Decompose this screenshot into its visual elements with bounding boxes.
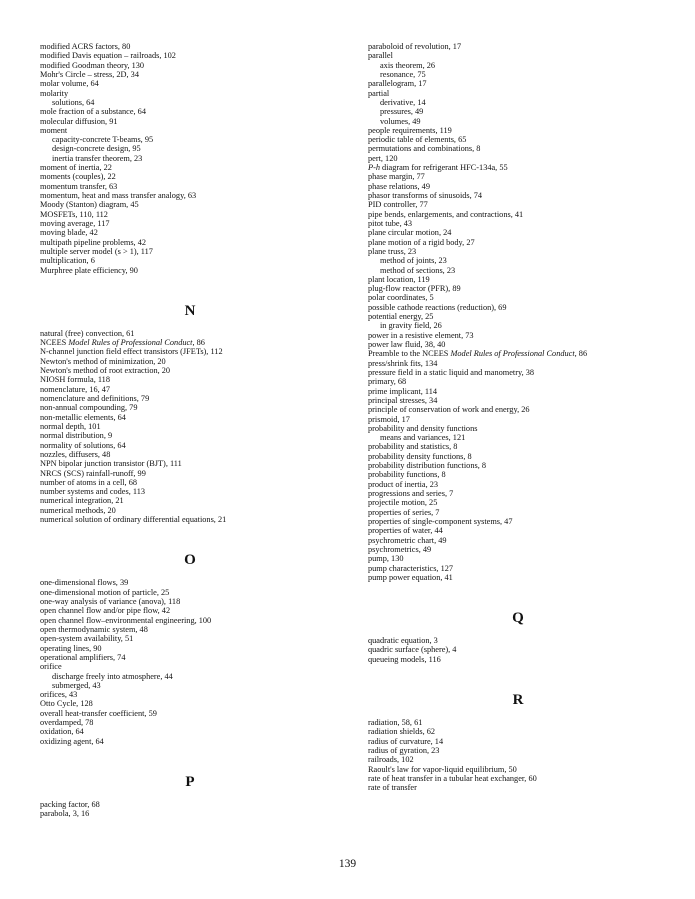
- entry-text: normal distribution, 9: [40, 431, 113, 441]
- index-entry: [40, 385, 340, 394]
- entry-text: MOSFETs, 110, 112: [40, 209, 108, 219]
- index-entry: [368, 154, 668, 163]
- index-entry: [368, 284, 668, 293]
- entry-text: potential energy, 25: [368, 312, 434, 322]
- entry-text: oxidizing agent, 64: [40, 736, 104, 746]
- entry-text: modified Goodman theory, 130: [40, 60, 145, 70]
- entry-text: queueing models, 116: [368, 654, 441, 664]
- entry-text: NIOSH formula, 118: [40, 375, 110, 385]
- section-gap: [40, 524, 340, 544]
- index-entry: [368, 508, 668, 517]
- index-entry: [40, 597, 340, 606]
- index-entry: [40, 256, 340, 265]
- entry-text: nomenclature, 16, 47: [40, 384, 111, 394]
- index-entry: [368, 359, 668, 368]
- entry-text: press/shrink fits, 134: [368, 358, 438, 368]
- entry-text: derivative, 14: [380, 97, 426, 107]
- entry-text: means and variances, 121: [380, 433, 466, 443]
- index-entry: [368, 746, 668, 755]
- index-entry: [368, 219, 668, 228]
- index-entry: [40, 42, 340, 51]
- entry-text: properties of single-component systems, 47: [368, 516, 513, 526]
- entry-text: projectile motion, 25: [368, 498, 438, 508]
- entry-text: pressure field in a static liquid and manometry, 38: [368, 367, 535, 377]
- entry-text: number systems and codes, 113: [40, 487, 145, 497]
- index-entry: [368, 89, 668, 98]
- index-entry: [368, 645, 668, 654]
- entry-text: multiplication, 6: [40, 256, 95, 266]
- section-gap: [40, 746, 340, 766]
- index-entry: [40, 422, 340, 431]
- entry-text: parabola, 3, 16: [40, 809, 90, 819]
- entry-text: radius of curvature, 14: [368, 736, 444, 746]
- index-entry: [40, 718, 340, 727]
- entry-italic-text: Model Rules of Professional Conduct: [450, 349, 575, 359]
- index-entry: [40, 375, 340, 384]
- entry-text: prime implicant, 114: [368, 386, 438, 396]
- index-entry: [40, 727, 340, 736]
- entry-text: modified ACRS factors, 80: [40, 42, 131, 51]
- entry-text: one-dimensional flows, 39: [40, 578, 129, 588]
- index-entry: [368, 405, 668, 414]
- entry-text: pitot tube, 43: [368, 218, 413, 228]
- index-subentry: [40, 98, 340, 107]
- entry-text: orifices, 43: [40, 690, 78, 700]
- index-entry: [368, 144, 668, 153]
- entry-text: design-concrete design, 95: [52, 144, 141, 154]
- entry-text: permutations and combinations, 8: [368, 144, 481, 154]
- entry-text: pressures, 49: [380, 107, 424, 117]
- index-entry: [40, 431, 340, 440]
- index-entry: [368, 126, 668, 135]
- index-entry: [368, 452, 668, 461]
- entry-text: resonance, 75: [380, 69, 426, 79]
- index-entry: [368, 247, 668, 256]
- entry-text: probability and statistics, 8: [368, 442, 458, 452]
- index-entry: [368, 470, 668, 479]
- entry-text: pump, 130: [368, 554, 404, 564]
- entry-text: Newton's method of minimization, 20: [40, 356, 166, 366]
- index-entry: [40, 182, 340, 191]
- entry-text: pump power equation, 41: [368, 572, 453, 582]
- entry-text: molarity: [40, 88, 69, 98]
- entry-text: NRCS (SCS) rainfall-runoff, 99: [40, 468, 146, 478]
- entry-text: one-dimensional motion of particle, 25: [40, 587, 170, 597]
- index-entry: [40, 247, 340, 256]
- entry-text: moment: [40, 125, 68, 135]
- entry-text: quadratic equation, 3: [368, 636, 438, 646]
- index-subentry: [40, 144, 340, 153]
- entry-text: molar volume, 64: [40, 79, 99, 89]
- entry-text: rate of transfer: [368, 783, 417, 793]
- entry-text: molecular diffusion, 91: [40, 116, 118, 126]
- index-entry: [40, 200, 340, 209]
- index-subentry: [40, 681, 340, 690]
- section-letter-heading: R: [512, 692, 524, 709]
- index-entry: [368, 331, 668, 340]
- entry-text: operational amplifiers, 74: [40, 652, 126, 662]
- entry-text: periodic table of elements, 65: [368, 135, 467, 145]
- entry-text: Raoult's law for vapor-liquid equilibrium, 50: [368, 764, 517, 774]
- index-entry: [40, 403, 340, 412]
- entry-text: numerical integration, 21: [40, 496, 124, 506]
- entry-text: method of joints, 23: [380, 256, 447, 266]
- index-entry: [368, 275, 668, 284]
- entry-italic-text: Model Rules of Professional Conduct: [68, 338, 193, 348]
- entry-text: open thermodynamic system, 48: [40, 624, 148, 634]
- index-entry: [40, 737, 340, 746]
- entry-text: orifice: [40, 662, 62, 672]
- index-subentry: [368, 98, 668, 107]
- index-entry: [40, 107, 340, 116]
- index-subentry: [368, 256, 668, 265]
- entry-text: nomenclature and definitions, 79: [40, 394, 150, 403]
- entry-text: quadric surface (sphere), 4: [368, 645, 457, 655]
- index-subentry: [40, 135, 340, 144]
- index-entry: [368, 545, 668, 554]
- index-entry: [368, 774, 668, 783]
- entry-text: non-metallic elements, 64: [40, 412, 126, 422]
- entry-text: primary, 68: [368, 377, 407, 387]
- index-entry: [40, 238, 340, 247]
- index-entry: [40, 699, 340, 708]
- index-entry: [368, 200, 668, 209]
- entry-text: product of inertia, 23: [368, 479, 439, 489]
- entry-text: submerged, 43: [52, 680, 101, 690]
- index-entry: [40, 51, 340, 60]
- entry-text: momentum, heat and mass transfer analogy, 63: [40, 191, 197, 200]
- index-entry: [368, 727, 668, 736]
- entry-text: pipe bends, enlargements, and contractions, 41: [368, 209, 524, 219]
- index-subentry: [40, 672, 340, 681]
- entry-text: phase relations, 49: [368, 181, 430, 191]
- index-column-left: [40, 42, 340, 819]
- entry-text: plug-flow reactor (PFR), 89: [368, 284, 461, 294]
- index-entry: [40, 450, 340, 459]
- entry-text: pump characteristics, 127: [368, 563, 454, 573]
- entry-text: radiation, 58, 61: [368, 718, 423, 728]
- index-entry: [368, 424, 668, 433]
- entry-text: Mohr's Circle – stress, 2D, 34: [40, 69, 139, 79]
- index-entry: [368, 536, 668, 545]
- entry-text: discharge freely into atmosphere, 44: [52, 671, 173, 681]
- entry-text: packing factor, 68: [40, 800, 100, 809]
- index-entry: [40, 578, 340, 587]
- entry-text: non-annual compounding, 79: [40, 403, 138, 413]
- entry-text: PID controller, 77: [368, 200, 428, 210]
- section-gap: [368, 582, 668, 602]
- entry-text: capacity-concrete T-beams, 95: [52, 135, 154, 145]
- index-entry: [368, 461, 668, 470]
- entry-text: moments (couples), 22: [40, 172, 116, 182]
- entry-text: parallelogram, 17: [368, 79, 427, 89]
- index-entry: [40, 496, 340, 505]
- entry-text: phase margin, 77: [368, 172, 425, 182]
- index-entry: [40, 606, 340, 615]
- index-entry: [40, 228, 340, 237]
- entry-text: rate of heat transfer in a tubular heat exchanger, 60: [368, 773, 537, 783]
- index-entry: [368, 755, 668, 764]
- index-entry: [368, 442, 668, 451]
- entry-text: oxidation, 64: [40, 727, 84, 737]
- index-subentry: [368, 117, 668, 126]
- entry-text: diagram for refrigerant HFC-134a, 55: [379, 163, 508, 173]
- entry-text: parallel: [368, 51, 393, 61]
- entry-text: , 86: [192, 338, 205, 348]
- entry-text: power in a resistive element, 73: [368, 330, 474, 340]
- index-entry: [368, 51, 668, 60]
- index-entry: [40, 800, 340, 809]
- section-letter-heading: Q: [512, 610, 524, 627]
- index-entry: [368, 718, 668, 727]
- index-entry: [368, 182, 668, 191]
- entry-text: open-system availability, 51: [40, 634, 134, 644]
- index-entry: [40, 219, 340, 228]
- entry-text: Newton's method of root extraction, 20: [40, 366, 171, 376]
- entry-text: overdamped, 78: [40, 718, 94, 728]
- entry-text: number of atoms in a cell, 68: [40, 477, 138, 487]
- index-subentry: [368, 107, 668, 116]
- entry-text: partial: [368, 88, 390, 98]
- entry-text: probability distribution functions, 8: [368, 461, 486, 471]
- index-entry: [40, 625, 340, 634]
- index-entry: [368, 517, 668, 526]
- page-number: 139: [338, 858, 357, 870]
- index-subentry: [368, 433, 668, 442]
- index-subentry: [368, 266, 668, 275]
- entry-text: plant location, 119: [368, 274, 430, 284]
- index-entry: [368, 340, 668, 349]
- index-subentry: [368, 61, 668, 70]
- index-entry: [368, 79, 668, 88]
- index-entry: [368, 655, 668, 664]
- index-entry: [40, 809, 340, 818]
- entry-text: multiple server model (s > 1), 117: [40, 246, 153, 256]
- index-entry: [40, 413, 340, 422]
- entry-text: moment of inertia, 22: [40, 163, 112, 173]
- entry-text: prismoid, 17: [368, 414, 410, 424]
- index-entry: [368, 293, 668, 302]
- entry-text: pert, 120: [368, 153, 398, 163]
- entry-text: principal stresses, 34: [368, 395, 438, 405]
- index-entry: [40, 478, 340, 487]
- entry-text: radius of gyration, 23: [368, 746, 440, 755]
- index-entry: [368, 396, 668, 405]
- entry-text: paraboloid of revolution, 17: [368, 42, 462, 51]
- index-entry: [40, 329, 340, 338]
- entry-text: probability and density functions: [368, 423, 478, 433]
- entry-text: principle of conservation of work and energy, 26: [368, 405, 530, 415]
- index-entry: [40, 338, 340, 347]
- index-entry: [368, 765, 668, 774]
- entry-text: probability functions, 8: [368, 470, 446, 480]
- index-entry: [368, 636, 668, 645]
- entry-text: natural (free) convection, 61: [40, 328, 135, 338]
- section-gap: [368, 664, 668, 684]
- entry-text: momentum transfer, 63: [40, 181, 118, 191]
- entry-text: numerical methods, 20: [40, 505, 116, 515]
- entry-text: open channel flow and/or pipe flow, 42: [40, 606, 171, 616]
- index-entry: [40, 163, 340, 172]
- index-entry: [40, 662, 340, 671]
- index-entry: [40, 515, 340, 524]
- entry-text: method of sections, 23: [380, 265, 456, 275]
- index-entry: [368, 526, 668, 535]
- entry-text: radiation shields, 62: [368, 727, 436, 737]
- entry-text: solutions, 64: [52, 97, 95, 107]
- section-letter-heading: P: [185, 774, 195, 790]
- entry-text: psychrometric chart, 49: [368, 535, 447, 545]
- entry-text: multipath pipeline problems, 42: [40, 237, 146, 247]
- section-letter-heading: O: [184, 552, 196, 569]
- index-entry: [368, 480, 668, 489]
- index-entry: [40, 117, 340, 126]
- entry-text: progressions and series, 7: [368, 489, 454, 498]
- entry-text: moving average, 117: [40, 218, 110, 228]
- entry-text: normal depth, 101: [40, 421, 101, 431]
- index-entry: [368, 415, 668, 424]
- index-entry: [40, 357, 340, 366]
- index-subentry: [368, 321, 668, 330]
- section-gap: [40, 275, 340, 295]
- index-entry: [368, 737, 668, 746]
- index-entry: [368, 489, 668, 498]
- entry-text: NCEES: [40, 338, 69, 348]
- entry-text: people requirements, 119: [368, 125, 452, 135]
- index-entry: [40, 644, 340, 653]
- index-entry: [40, 616, 340, 625]
- entry-text: properties of series, 7: [368, 507, 440, 517]
- entry-text: plane motion of a rigid body, 27: [368, 237, 475, 247]
- index-entry: [368, 377, 668, 386]
- entry-text: volumes, 49: [380, 116, 421, 126]
- index-entry: [40, 70, 340, 79]
- entry-italic-text: P-h: [368, 163, 380, 173]
- entry-text: modified Davis equation – railroads, 102: [40, 51, 176, 61]
- entry-text: plane truss, 23: [368, 246, 417, 256]
- index-entry: [40, 487, 340, 496]
- index-entry: [368, 238, 668, 247]
- entry-text: normality of solutions, 64: [40, 440, 126, 450]
- index-entry: [40, 709, 340, 718]
- index-entry: [368, 210, 668, 219]
- entry-text: properties of water, 44: [368, 526, 443, 536]
- entry-text: railroads, 102: [368, 755, 414, 765]
- index-entry: [40, 61, 340, 70]
- entry-text: polar coordinates, 5: [368, 293, 434, 303]
- entry-text: Preamble to the NCEES: [368, 349, 451, 359]
- index-subentry: [368, 70, 668, 79]
- index-entry: [40, 172, 340, 181]
- entry-text: moving blade, 42: [40, 228, 98, 238]
- index-entry: [368, 303, 668, 312]
- index-entry: [368, 42, 668, 51]
- section-letter-heading: N: [184, 302, 196, 319]
- entry-text: , 86: [574, 349, 588, 359]
- index-entry: [40, 469, 340, 478]
- entry-text: operating lines, 90: [40, 643, 102, 653]
- index-entry: [40, 126, 340, 135]
- index-entry: [368, 135, 668, 144]
- entry-text: NPN bipolar junction transistor (BJT), 111: [40, 459, 182, 469]
- index-entry: [40, 394, 340, 403]
- index-entry: [368, 172, 668, 181]
- index-entry: [368, 312, 668, 321]
- index-entry: [40, 79, 340, 88]
- entry-text: psychrometrics, 49: [368, 544, 432, 554]
- index-subentry: [40, 154, 340, 163]
- index-entry: [40, 441, 340, 450]
- index-entry: [40, 690, 340, 699]
- entry-text: axis theorem, 26: [380, 60, 436, 70]
- index-entry: [40, 191, 340, 200]
- entry-text: probability density functions, 8: [368, 451, 472, 461]
- entry-text: Murphree plate efficiency, 90: [40, 265, 138, 275]
- entry-text: mole fraction of a substance, 64: [40, 107, 146, 117]
- index-entry: [40, 653, 340, 662]
- entry-text: power law fluid, 38, 40: [368, 340, 446, 349]
- index-entry: [40, 634, 340, 643]
- entry-text: plane circular motion, 24: [368, 228, 452, 238]
- entry-text: possible cathode reactions (reduction), 69: [368, 302, 507, 312]
- index-entry: [40, 506, 340, 515]
- index-entry: [40, 266, 340, 275]
- index-entry: [368, 349, 668, 358]
- entry-text: phasor transforms of sinusoids, 74: [368, 191, 483, 200]
- index-entry: [40, 588, 340, 597]
- index-entry: [368, 191, 668, 200]
- index-entry: [40, 210, 340, 219]
- index-entry: [368, 554, 668, 563]
- index-entry: [40, 89, 340, 98]
- index-entry: [40, 347, 340, 356]
- index-column-right: [368, 42, 668, 793]
- entry-text: numerical solution of ordinary differential equations, 21: [40, 515, 227, 525]
- index-entry: [368, 498, 668, 507]
- entry-text: N-channel junction field effect transistors (JFETs), 112: [40, 347, 223, 357]
- index-entry: [368, 573, 668, 582]
- index-entry: [368, 368, 668, 377]
- index-entry: [368, 564, 668, 573]
- entry-text: one-way analysis of variance (anova), 118: [40, 597, 181, 606]
- index-entry: [368, 228, 668, 237]
- entry-text: Moody (Stanton) diagram, 45: [40, 200, 139, 210]
- index-entry: [368, 387, 668, 396]
- entry-text: Otto Cycle, 128: [40, 699, 93, 709]
- index-entry: [368, 783, 668, 792]
- entry-text: nozzles, diffusers, 48: [40, 449, 111, 459]
- index-entry: [40, 366, 340, 375]
- entry-text: open channel flow–environmental engineering, 100: [40, 615, 212, 625]
- entry-text: in gravity field, 26: [380, 321, 442, 331]
- index-entry: [40, 459, 340, 468]
- index-entry: [368, 163, 668, 172]
- entry-text: inertia transfer theorem, 23: [52, 153, 143, 163]
- entry-text: overall heat-transfer coefficient, 59: [40, 708, 157, 718]
